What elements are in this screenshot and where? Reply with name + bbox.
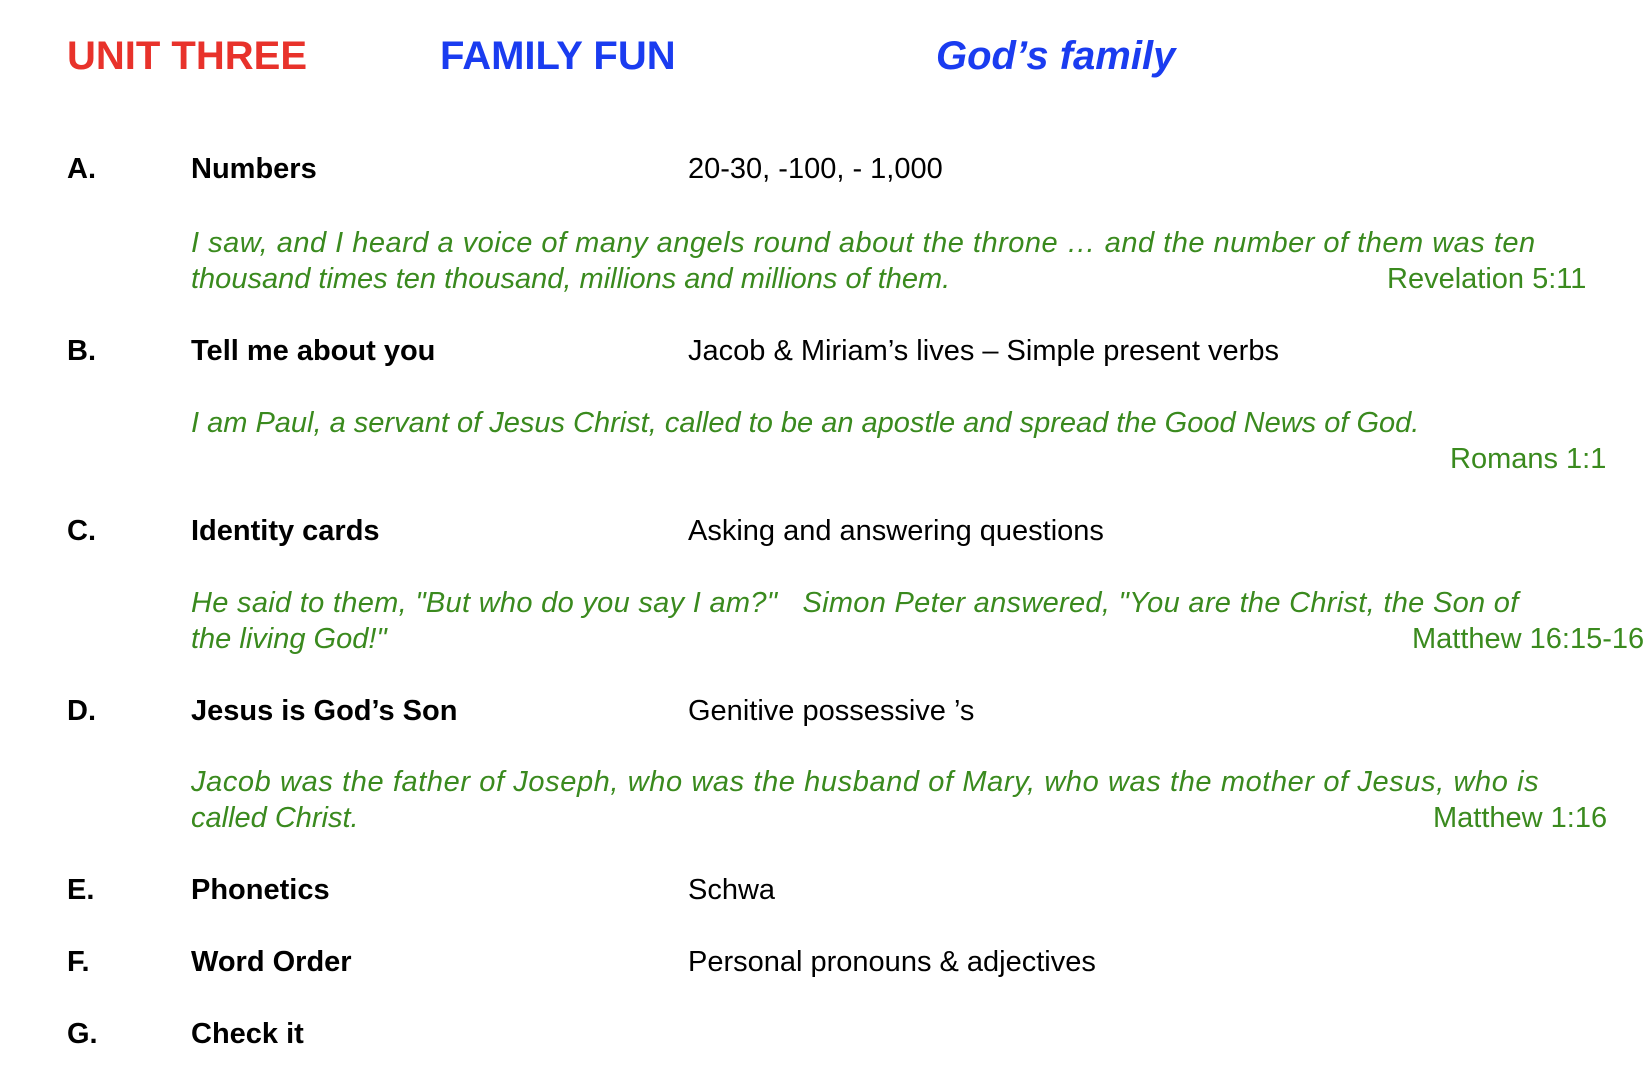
verse-line: He said to them, "But who do you say I am?" Simon Peter answered, "You are the Christ, the Son of	[191, 587, 1519, 619]
section-description: Personal pronouns & adjectives	[688, 946, 1096, 978]
section-c-verse	[191, 585, 1644, 657]
section-topic: Word Order	[191, 946, 352, 978]
section-a-row	[0, 151, 1472, 187]
verse-reference: Romans 1:1	[1450, 443, 1607, 475]
verse-reference: Revelation 5:11	[1387, 263, 1587, 295]
section-letter: A.	[67, 153, 96, 185]
section-topic: Identity cards	[191, 515, 380, 547]
verse-line: thousand times ten thousand, millions and millions of them.	[191, 263, 951, 295]
section-description: Asking and answering questions	[688, 515, 1104, 547]
section-topic: Tell me about you	[191, 335, 436, 367]
section-e-row	[0, 872, 1472, 908]
section-c-row	[0, 513, 1472, 549]
section-f-row	[0, 944, 1472, 980]
section-description: 20-30, -100, - 1,000	[688, 153, 943, 185]
section-a-verse	[191, 225, 1591, 297]
section-topic: Phonetics	[191, 874, 330, 906]
section-g-row	[0, 1016, 1472, 1052]
section-letter: F.	[67, 946, 90, 978]
section-description: Schwa	[688, 874, 776, 906]
unit-heading: UNIT THREE	[67, 34, 307, 78]
verse-line: I saw, and I heard a voice of many angels round about the throne … and the number of them was ten	[191, 227, 1536, 259]
verse-reference: Matthew 1:16	[1433, 802, 1608, 834]
section-d-verse	[191, 764, 1608, 836]
unit-title: FAMILY FUN	[440, 34, 676, 78]
section-b-row	[0, 333, 1472, 369]
section-letter: C.	[67, 515, 96, 547]
section-topic: Jesus is God’s Son	[191, 695, 458, 727]
verse-line: the living God!"	[191, 623, 387, 655]
section-description: Genitive possessive ’s	[688, 695, 975, 727]
verse-reference: Matthew 16:15-16	[1412, 623, 1644, 655]
section-description: Jacob & Miriam’s lives – Simple present verbs	[688, 335, 1279, 367]
section-topic: Numbers	[191, 153, 317, 185]
section-letter: D.	[67, 695, 96, 727]
section-letter: E.	[67, 874, 95, 906]
unit-subtitle: God’s family	[936, 34, 1176, 78]
section-letter: B.	[67, 335, 96, 367]
section-d-row	[0, 693, 1472, 729]
section-letter: G.	[67, 1018, 98, 1050]
verse-line: I am Paul, a servant of Jesus Christ, called to be an apostle and spread the Good News of God.	[191, 407, 1420, 439]
verse-line: called Christ.	[191, 802, 359, 834]
section-topic: Check it	[191, 1018, 304, 1050]
verse-line: Jacob was the father of Joseph, who was the husband of Mary, who was the mother of Jesus, who is	[191, 766, 1540, 798]
section-b-verse	[191, 405, 1607, 475]
